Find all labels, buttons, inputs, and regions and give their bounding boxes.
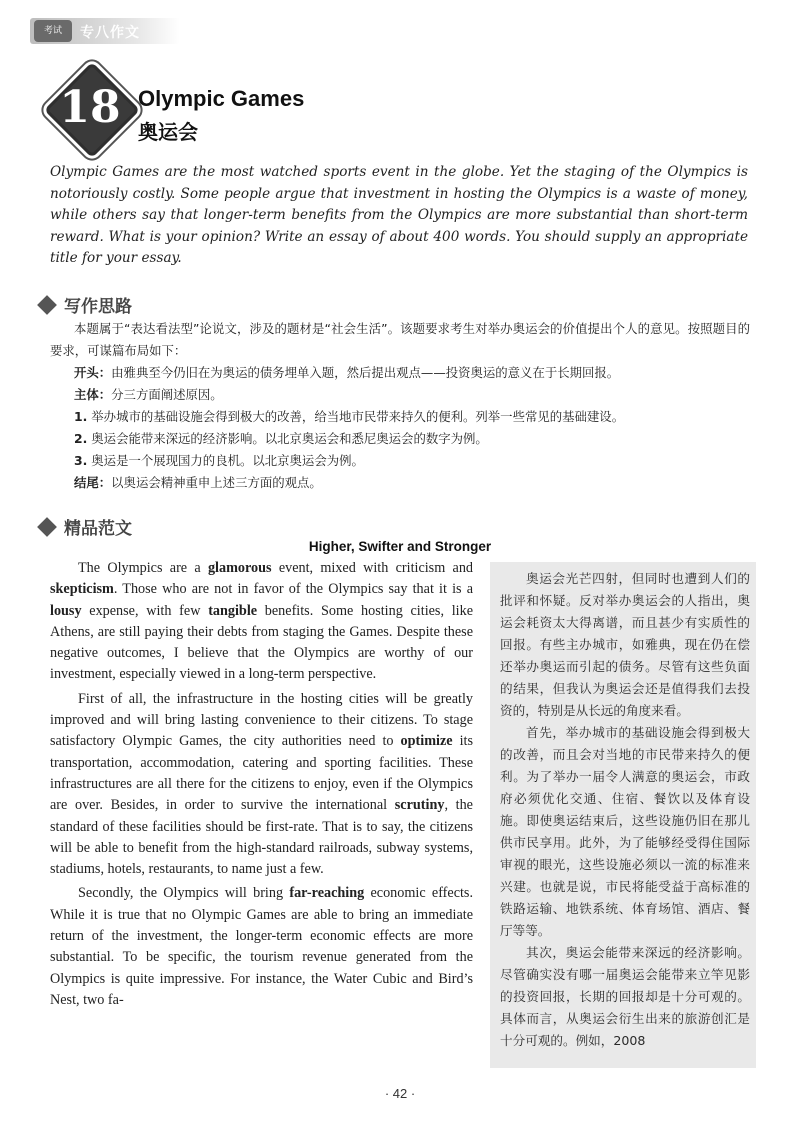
page-title-cn: 奥运会 [138, 120, 198, 144]
translation-paragraph: 首先，举办城市的基础设施会得到极大的改善，而且会对当地的市民带来持久的便利。为了举办一届令人满意的奥运会，市政府必须优化交通、住宿、餐饮以及体育设施。即使奥运结束后，这些设施仍旧在那儿供市民享用。此外，为了能够经受得住国际审视的眼光，这些设施必须以一流的标准来兴建。也就是说，市民将能受益于高标准的铁路运输、地铁系统、体育场馆、酒店、餐厅等等。 [500, 725, 750, 938]
header-label: 专八作文 [80, 25, 140, 41]
text: expense, with few [81, 602, 209, 619]
keyword: skepticism [50, 581, 114, 598]
keyword: tangible [208, 602, 258, 619]
writing-ideas [50, 318, 750, 494]
translation-paragraph: 奥运会光芒四射，但同时也遭到人们的批评和怀疑。反对举办奥运会的人指出，奥运会耗资太大得离谱，而且甚少有实质性的回报。有些主办城市，如雅典，现在仍在偿还举办奥运而引起的债务。尽管有这些负面的结果，但我认为奥运会还是值得我们去投资的，特别是从长远的角度来看。 [500, 571, 750, 718]
opening-text: 由雅典至今仍旧在为奥运的债务埋单入题，然后提出观点——投资奥运的意义在于长期回报。 [111, 365, 620, 380]
essay-paragraph [50, 558, 473, 686]
page-number: · 42 · [384, 1086, 416, 1101]
point-text: 奥运会能带来深远的经济影响。以北京奥运会和悉尼奥运会的数字为例。 [91, 431, 488, 446]
keyword: far-reaching [289, 885, 365, 902]
analysis-intro: 本题属于“表达看法型”论说文，涉及的题材是“社会生活”。该题要求考生对举办奥运会的价值提出个人的意见。按照题目的要求，可谋篇布局如下： [50, 321, 750, 358]
text: . Those who are not in favor of the Olympics say that it is a [113, 581, 473, 598]
essay-prompt: Olympic Games are the most watched sports event in the globe. Yet the staging of the Olympics is notoriously costly. Some people argue that investment in hosting the Olympics is a waste of money, while others say that longer-term benefits from the Olympics are more substantial than short-term reward. What is your opinion? Write an essay of about 400 words. You should supply an appropriate title for your essay. [50, 164, 748, 266]
text: The Olympics are a [78, 560, 208, 576]
text: its transportation, accommodation, catering and sporting facilities. These infrastructures are all there for the citizens to enjoy, even if the Olympics are over. Besides, in order to survive the international [50, 733, 473, 814]
text: event, mixed with criticism and [271, 560, 474, 576]
ending-label: 结尾： [74, 475, 112, 490]
body-label: 主体： [74, 387, 112, 402]
translation-paragraph: 其次，奥运会能带来深远的经济影响。尽管确实没有哪一届奥运会能带来立竿见影的投资回报，长期的回报却是十分可观的。具体而言，从奥运会衍生出来的旅游创汇是十分可观的。例如，2008 [500, 945, 750, 1048]
section-title: 写作思路 [64, 297, 132, 317]
page-title-en: Olympic Games [138, 86, 305, 111]
opening-label: 开头： [74, 365, 112, 380]
essay-paragraph [50, 689, 473, 881]
chapter-number: 18 [59, 82, 121, 133]
text: , the standard of these facilities should be first-rate. That is to say, the citizens will be able to benefit from the high-standard railroads, subway systems, stadiums, hotels, restaurants, to name just a few. [50, 797, 473, 878]
analysis-body [50, 384, 750, 406]
diamond-bullet-icon [37, 517, 57, 537]
analysis-opening [50, 362, 750, 384]
text: benefits. Some hosting cities, like Athens, are still paying their debts from staging the Games. Despite these negative outcomes, I believe that the Olympics are worthy of our investment, especially viewed in a long-term perspective. [50, 602, 473, 683]
point-text: 举办城市的基础设施会得到极大的改善，给当地市民带来持久的便利。列举一些常见的基础建设。 [91, 409, 625, 424]
keyword: optimize [400, 733, 453, 750]
point-text: 奥运是一个展现国力的良机。以北京奥运会为例。 [91, 453, 364, 468]
translation-text [500, 568, 750, 1052]
analysis-point [50, 450, 750, 472]
essay-body [50, 558, 473, 1014]
analysis-point [50, 428, 750, 450]
diamond-bullet-icon [37, 295, 57, 315]
analysis-point [50, 406, 750, 428]
section-heading-writing-ideas [36, 292, 132, 317]
ending-text: 以奥运会精神重申上述三方面的观点。 [111, 475, 322, 490]
point-number: 2. [74, 431, 88, 446]
analysis-ending [50, 472, 750, 494]
section-title: 精品范文 [64, 519, 132, 539]
keyword: scrutiny [394, 797, 445, 814]
body-text: 分三方面阐述原因。 [111, 387, 223, 402]
essay-title: Higher, Swifter and Stronger [308, 539, 492, 554]
essay-paragraph [50, 883, 473, 1011]
point-number: 1. [74, 409, 88, 424]
point-number: 3. [74, 453, 88, 468]
text: First of all, the infrastructure in the hosting cities will be greatly improved and will bring lasting convenience to their citizens. To stage satisfactory Olympic Games, the city authorities need to [50, 690, 473, 750]
section-heading-model-essay [36, 514, 132, 539]
chapter-badge [48, 66, 132, 150]
keyword: lousy [50, 602, 82, 619]
keyword: glamorous [207, 560, 272, 576]
text: Secondly, the Olympics will bring [78, 885, 290, 902]
text: economic effects. While it is true that no Olympic Games are able to bring an immediate return of the investment, the longer-term economic effects are more substantial. To be specific, the tourism revenue generated from the Olympics is quite impressive. For instance, the Water Cubic and Bird’s Nest, two fa- [50, 885, 474, 1008]
book-logo-icon: 考试 [34, 20, 72, 42]
